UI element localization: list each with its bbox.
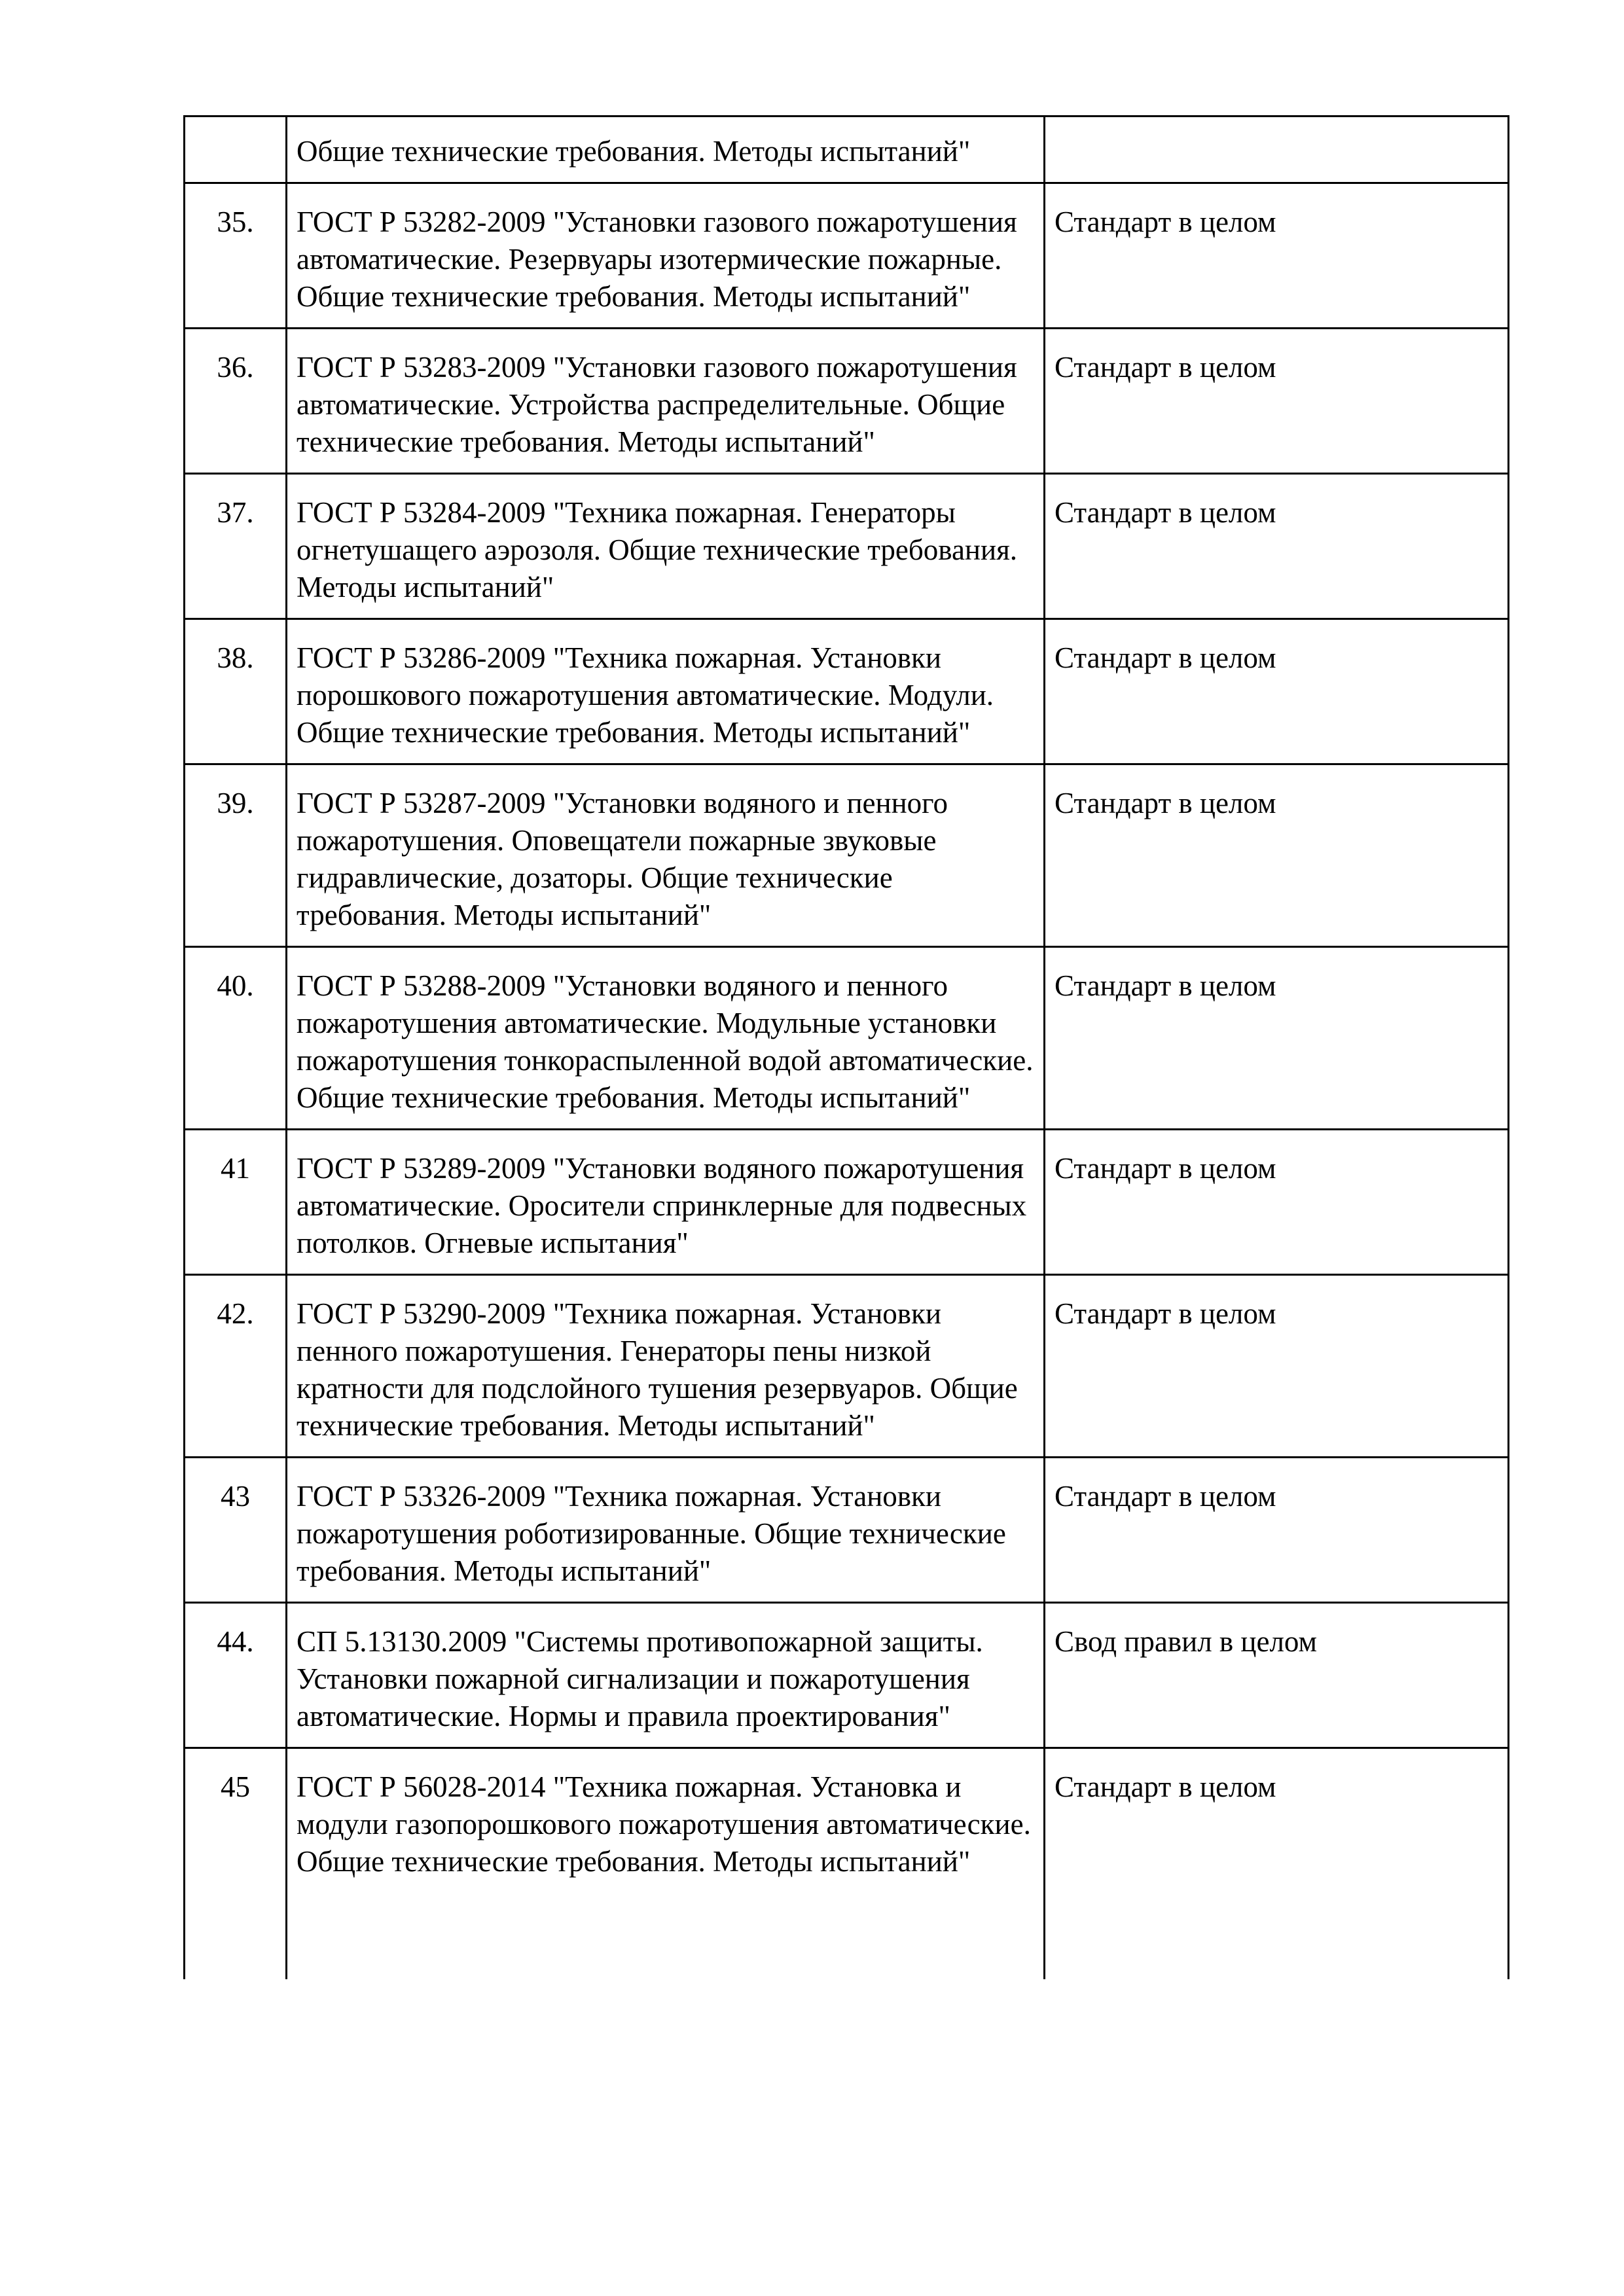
table-row: [185, 1130, 1509, 1275]
document-title-cell: Общие технические требования. Методы испытаний": [287, 117, 1045, 183]
table-row-continuation: [185, 117, 1509, 183]
row-number-cell: 45: [185, 1748, 287, 1980]
document-title-cell: ГОСТ Р 53290-2009 "Техника пожарная. Установки пенного пожаротушения. Генераторы пены низкой кратности для подслойного тушения резервуаров. Общие технические требования. Методы испытаний": [287, 1275, 1045, 1458]
scope-cell: Стандарт в целом: [1045, 1458, 1509, 1603]
document-title-cell: ГОСТ Р 56028-2014 "Техника пожарная. Установка и модули газопорошкового пожаротушения автоматические. Общие технические требования. Методы испытаний": [287, 1748, 1045, 1980]
scope-cell: Стандарт в целом: [1045, 947, 1509, 1130]
document-title-cell: ГОСТ Р 53288-2009 "Установки водяного и пенного пожаротушения автоматические. Модульные установки пожаротушения тонкораспыленной водой автоматические. Общие технические требования. Методы испытаний": [287, 947, 1045, 1130]
table-row: [185, 1458, 1509, 1603]
row-number-cell: 38.: [185, 619, 287, 764]
standards-table: [183, 115, 1509, 1979]
scope-cell: Стандарт в целом: [1045, 764, 1509, 947]
row-number-cell: 37.: [185, 474, 287, 619]
table-row: [185, 947, 1509, 1130]
scope-cell: Стандарт в целом: [1045, 183, 1509, 329]
document-title-cell: ГОСТ Р 53283-2009 "Установки газового пожаротушения автоматические. Устройства распределительные. Общие технические требования. Методы испытаний": [287, 329, 1045, 474]
row-number-cell: 35.: [185, 183, 287, 329]
scope-cell: Стандарт в целом: [1045, 619, 1509, 764]
table-row: [185, 764, 1509, 947]
table-row: [185, 1603, 1509, 1748]
table-row: [185, 474, 1509, 619]
scope-cell: Стандарт в целом: [1045, 1275, 1509, 1458]
row-number-cell: 40.: [185, 947, 287, 1130]
row-number-cell: 42.: [185, 1275, 287, 1458]
scope-cell: Стандарт в целом: [1045, 1130, 1509, 1275]
row-number-cell: 41: [185, 1130, 287, 1275]
row-number-cell: 36.: [185, 329, 287, 474]
row-number-cell: [185, 117, 287, 183]
scope-cell: Стандарт в целом: [1045, 1748, 1509, 1980]
row-number-cell: 43: [185, 1458, 287, 1603]
document-title-cell: СП 5.13130.2009 "Системы противопожарной защиты. Установки пожарной сигнализации и пожаротушения автоматические. Нормы и правила проектирования": [287, 1603, 1045, 1748]
scope-cell: Стандарт в целом: [1045, 474, 1509, 619]
table-row: [185, 329, 1509, 474]
document-title-cell: ГОСТ Р 53326-2009 "Техника пожарная. Установки пожаротушения роботизированные. Общие технические требования. Методы испытаний": [287, 1458, 1045, 1603]
table-row: [185, 1275, 1509, 1458]
table-row: [185, 183, 1509, 329]
document-title-cell: ГОСТ Р 53287-2009 "Установки водяного и пенного пожаротушения. Оповещатели пожарные звуковые гидравлические, дозаторы. Общие технические требования. Методы испытаний": [287, 764, 1045, 947]
document-title-cell: ГОСТ Р 53284-2009 "Техника пожарная. Генераторы огнетушащего аэрозоля. Общие технические требования. Методы испытаний": [287, 474, 1045, 619]
document-title-cell: ГОСТ Р 53286-2009 "Техника пожарная. Установки порошкового пожаротушения автоматические. Модули. Общие технические требования. Методы испытаний": [287, 619, 1045, 764]
row-number-cell: 39.: [185, 764, 287, 947]
row-number-cell: 44.: [185, 1603, 287, 1748]
table-row: [185, 619, 1509, 764]
document-title-cell: ГОСТ Р 53282-2009 "Установки газового пожаротушения автоматические. Резервуары изотермические пожарные. Общие технические требования. Методы испытаний": [287, 183, 1045, 329]
table-row: [185, 1748, 1509, 1980]
scope-cell: Стандарт в целом: [1045, 329, 1509, 474]
scope-cell: [1045, 117, 1509, 183]
scope-cell: Свод правил в целом: [1045, 1603, 1509, 1748]
document-title-cell: ГОСТ Р 53289-2009 "Установки водяного пожаротушения автоматические. Оросители спринклерные для подвесных потолков. Огневые испытания": [287, 1130, 1045, 1275]
